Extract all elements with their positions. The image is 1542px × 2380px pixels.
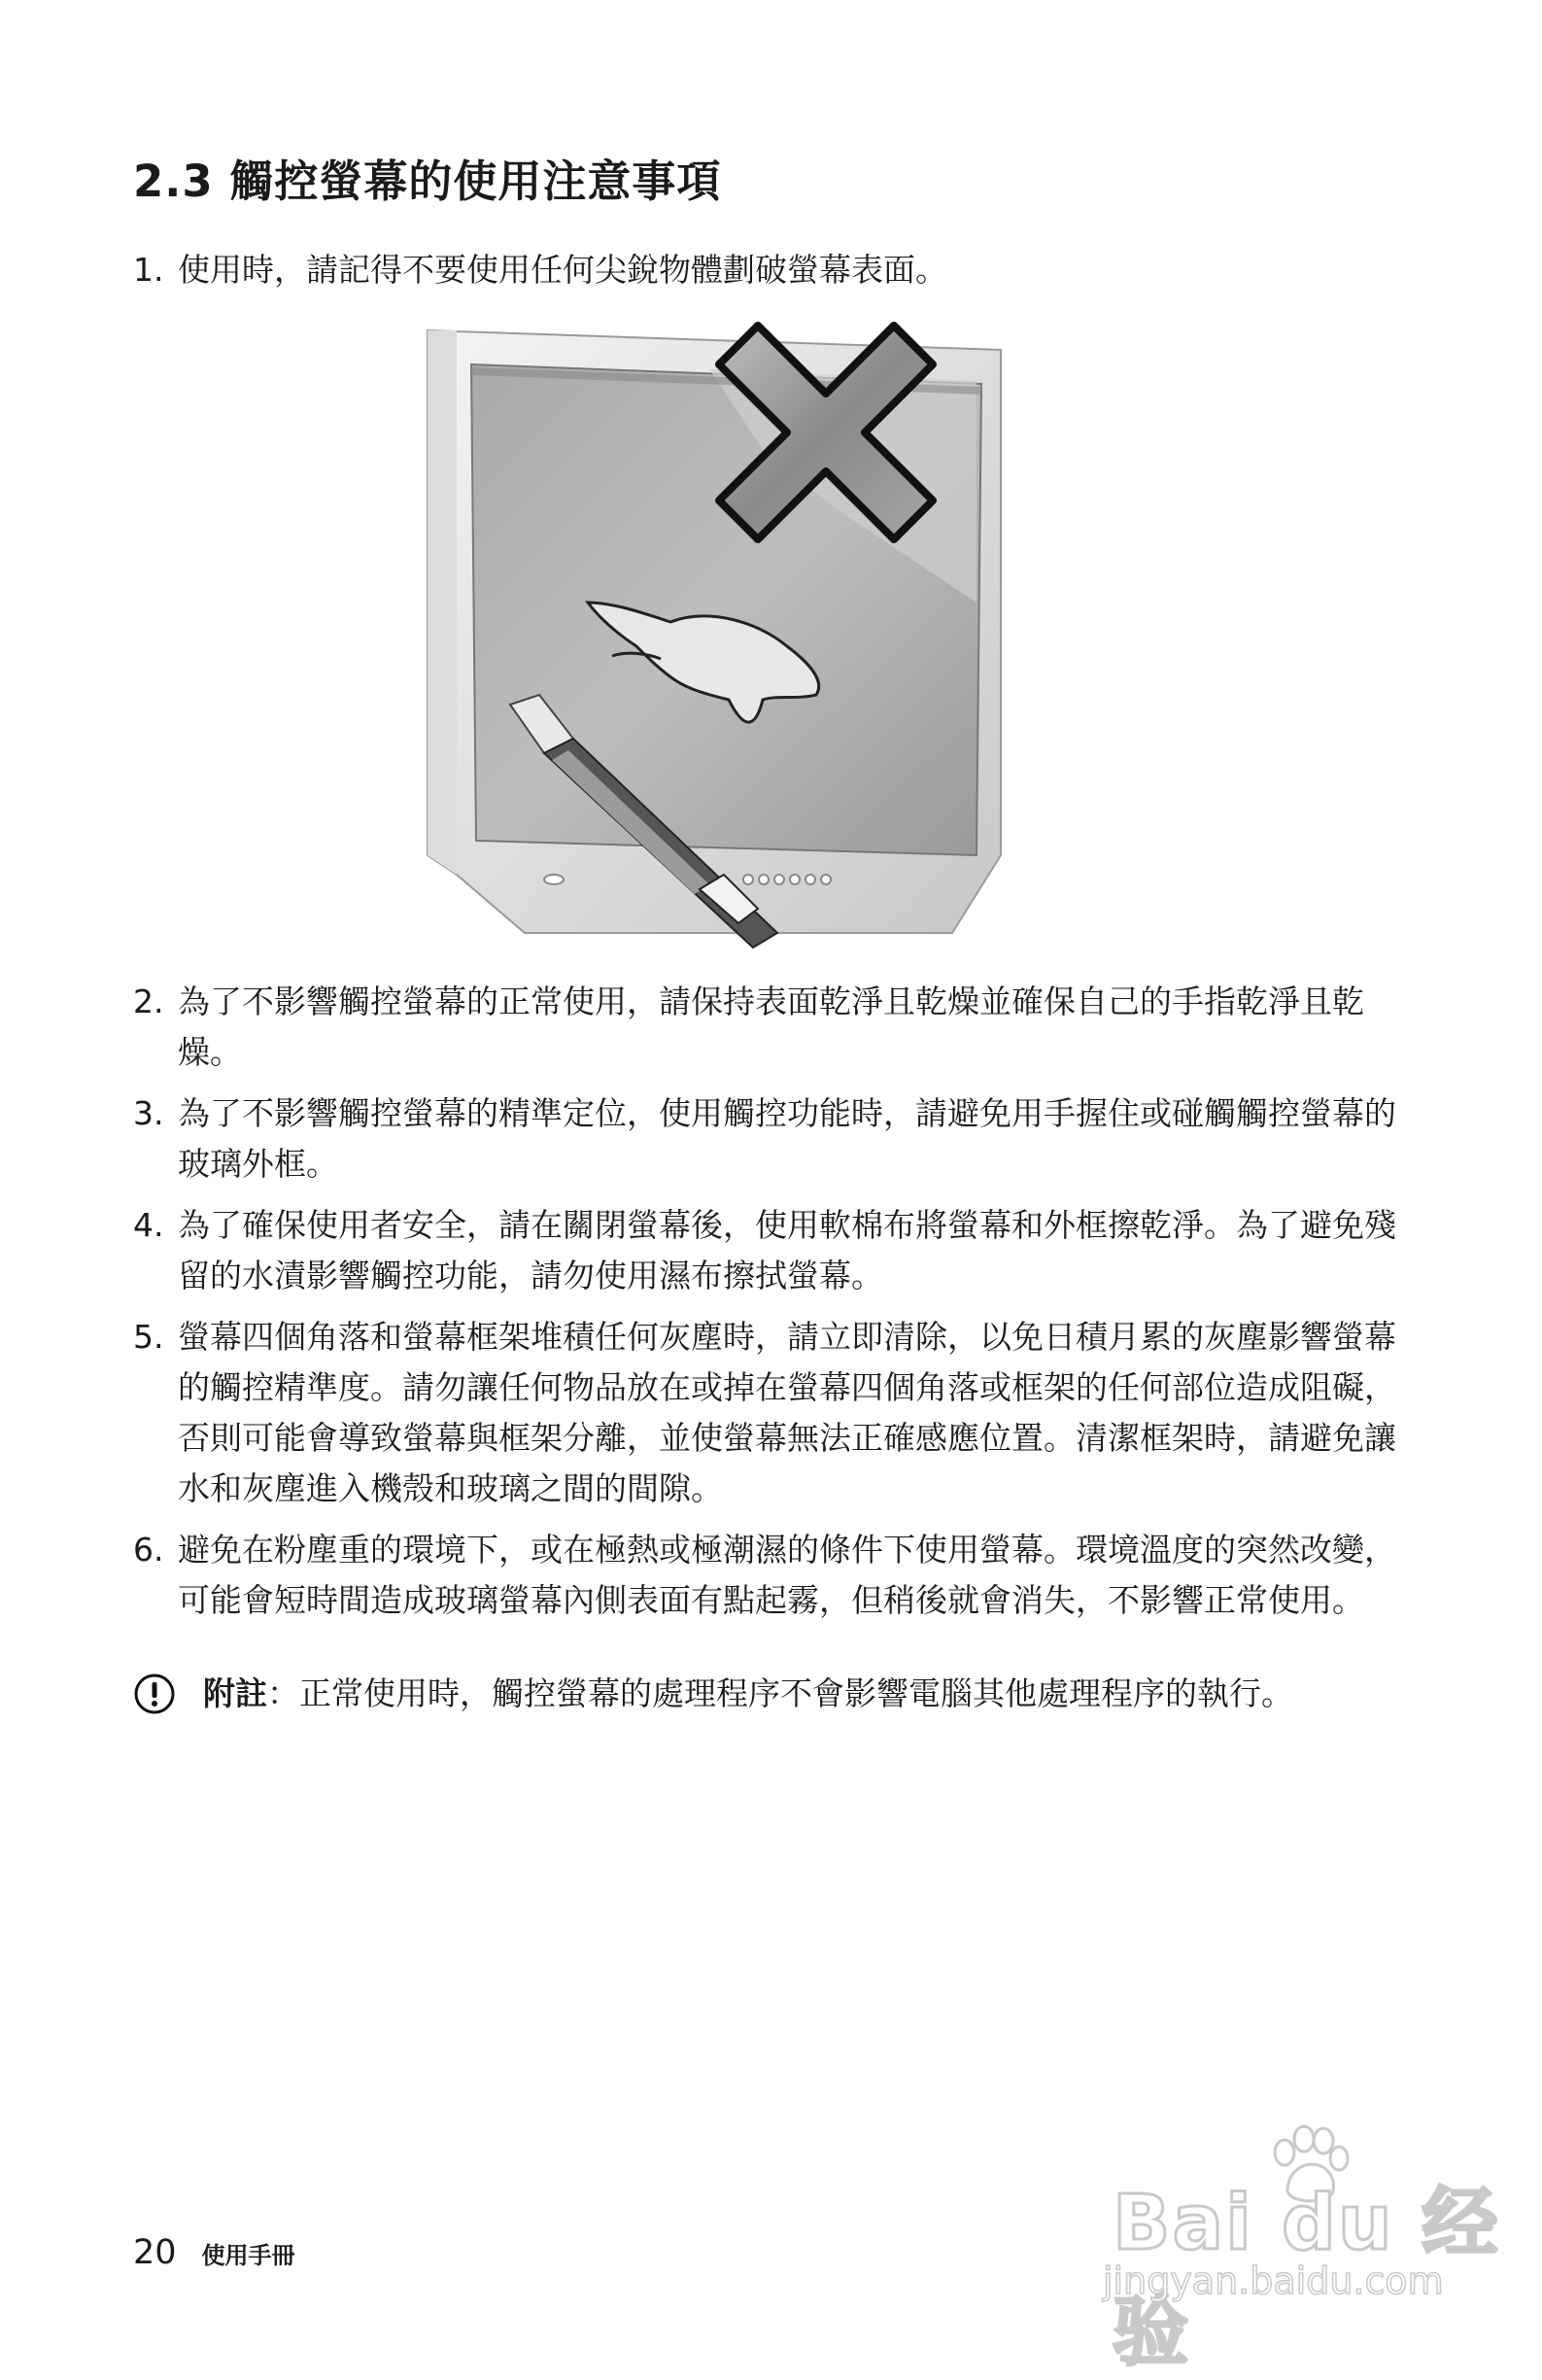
list-item-number: 1. bbox=[133, 251, 164, 289]
section-title: 2.3 觸控螢幕的使用注意事項 bbox=[133, 155, 722, 207]
instruction-list bbox=[133, 977, 1396, 1637]
list-item-4 bbox=[133, 1200, 1396, 1301]
list-item-text: 避免在粉塵重的環境下，或在極熱或極潮濕的條件下使用螢幕。環境溫度的突然改變，可能會短時間造成玻璃螢幕內側表面有點起霧，但稍後就會消失，不影響正常使用。 bbox=[178, 1531, 1396, 1619]
list-item-text: 使用時，請記得不要使用任何尖銳物體劃破螢幕表面。 bbox=[178, 251, 947, 289]
list-item-number: 4. bbox=[133, 1206, 164, 1244]
exclamation-circle-icon bbox=[133, 1673, 176, 1715]
page-footer bbox=[133, 2233, 295, 2272]
page-number: 20 bbox=[133, 2233, 177, 2272]
note-text: 正常使用時，觸控螢幕的處理程序不會影響電腦其他處理程序的執行。 bbox=[299, 1674, 1293, 1712]
list-item-number: 6. bbox=[133, 1531, 164, 1569]
list-item-1 bbox=[133, 245, 1396, 295]
list-item-text: 為了不影響觸控螢幕的精準定位，使用觸控功能時，請避免用手握住或碰觸觸控螢幕的玻璃外框。 bbox=[178, 1094, 1396, 1183]
monitor-illustration bbox=[418, 311, 1117, 952]
watermark-brand: Bai du 经验 bbox=[1113, 2180, 1500, 2376]
note-separator: ： bbox=[267, 1674, 299, 1712]
watermark-url: jingyan.baidu.com bbox=[1103, 2259, 1444, 2302]
instruction-list-first bbox=[133, 245, 1396, 295]
list-item-5 bbox=[133, 1312, 1396, 1514]
list-item-text: 為了不影響觸控螢幕的正常使用，請保持表面乾淨且乾燥並確保自己的手指乾淨且乾燥。 bbox=[178, 983, 1364, 1071]
list-item-text: 螢幕四個角落和螢幕框架堆積任何灰塵時，請立即清除，以免日積月累的灰塵影響螢幕的觸控精準度。請勿讓任何物品放在或掉在螢幕四個角落或框架的任何部位造成阻礙，否則可能會導致螢幕與框架分離，並使螢幕無法正確感應位置。清潔框架時，請避免讓水和灰塵進入機殼和玻璃之間的間隙。 bbox=[178, 1318, 1396, 1507]
list-item-number: 3. bbox=[133, 1094, 164, 1132]
list-item-3 bbox=[133, 1088, 1396, 1190]
list-item-number: 5. bbox=[133, 1318, 164, 1356]
list-item-number: 2. bbox=[133, 983, 164, 1020]
footer-title: 使用手冊 bbox=[201, 2242, 295, 2269]
watermark bbox=[1093, 2123, 1521, 2376]
list-item-6 bbox=[133, 1525, 1396, 1626]
note-label: 附註 bbox=[203, 1674, 267, 1712]
note-box bbox=[133, 1669, 1416, 1719]
list-item-text: 為了確保使用者安全，請在關閉螢幕後，使用軟棉布將螢幕和外框擦乾淨。為了避免殘留的水漬影響觸控功能，請勿使用濕布擦拭螢幕。 bbox=[178, 1206, 1396, 1294]
list-item-2 bbox=[133, 977, 1396, 1078]
